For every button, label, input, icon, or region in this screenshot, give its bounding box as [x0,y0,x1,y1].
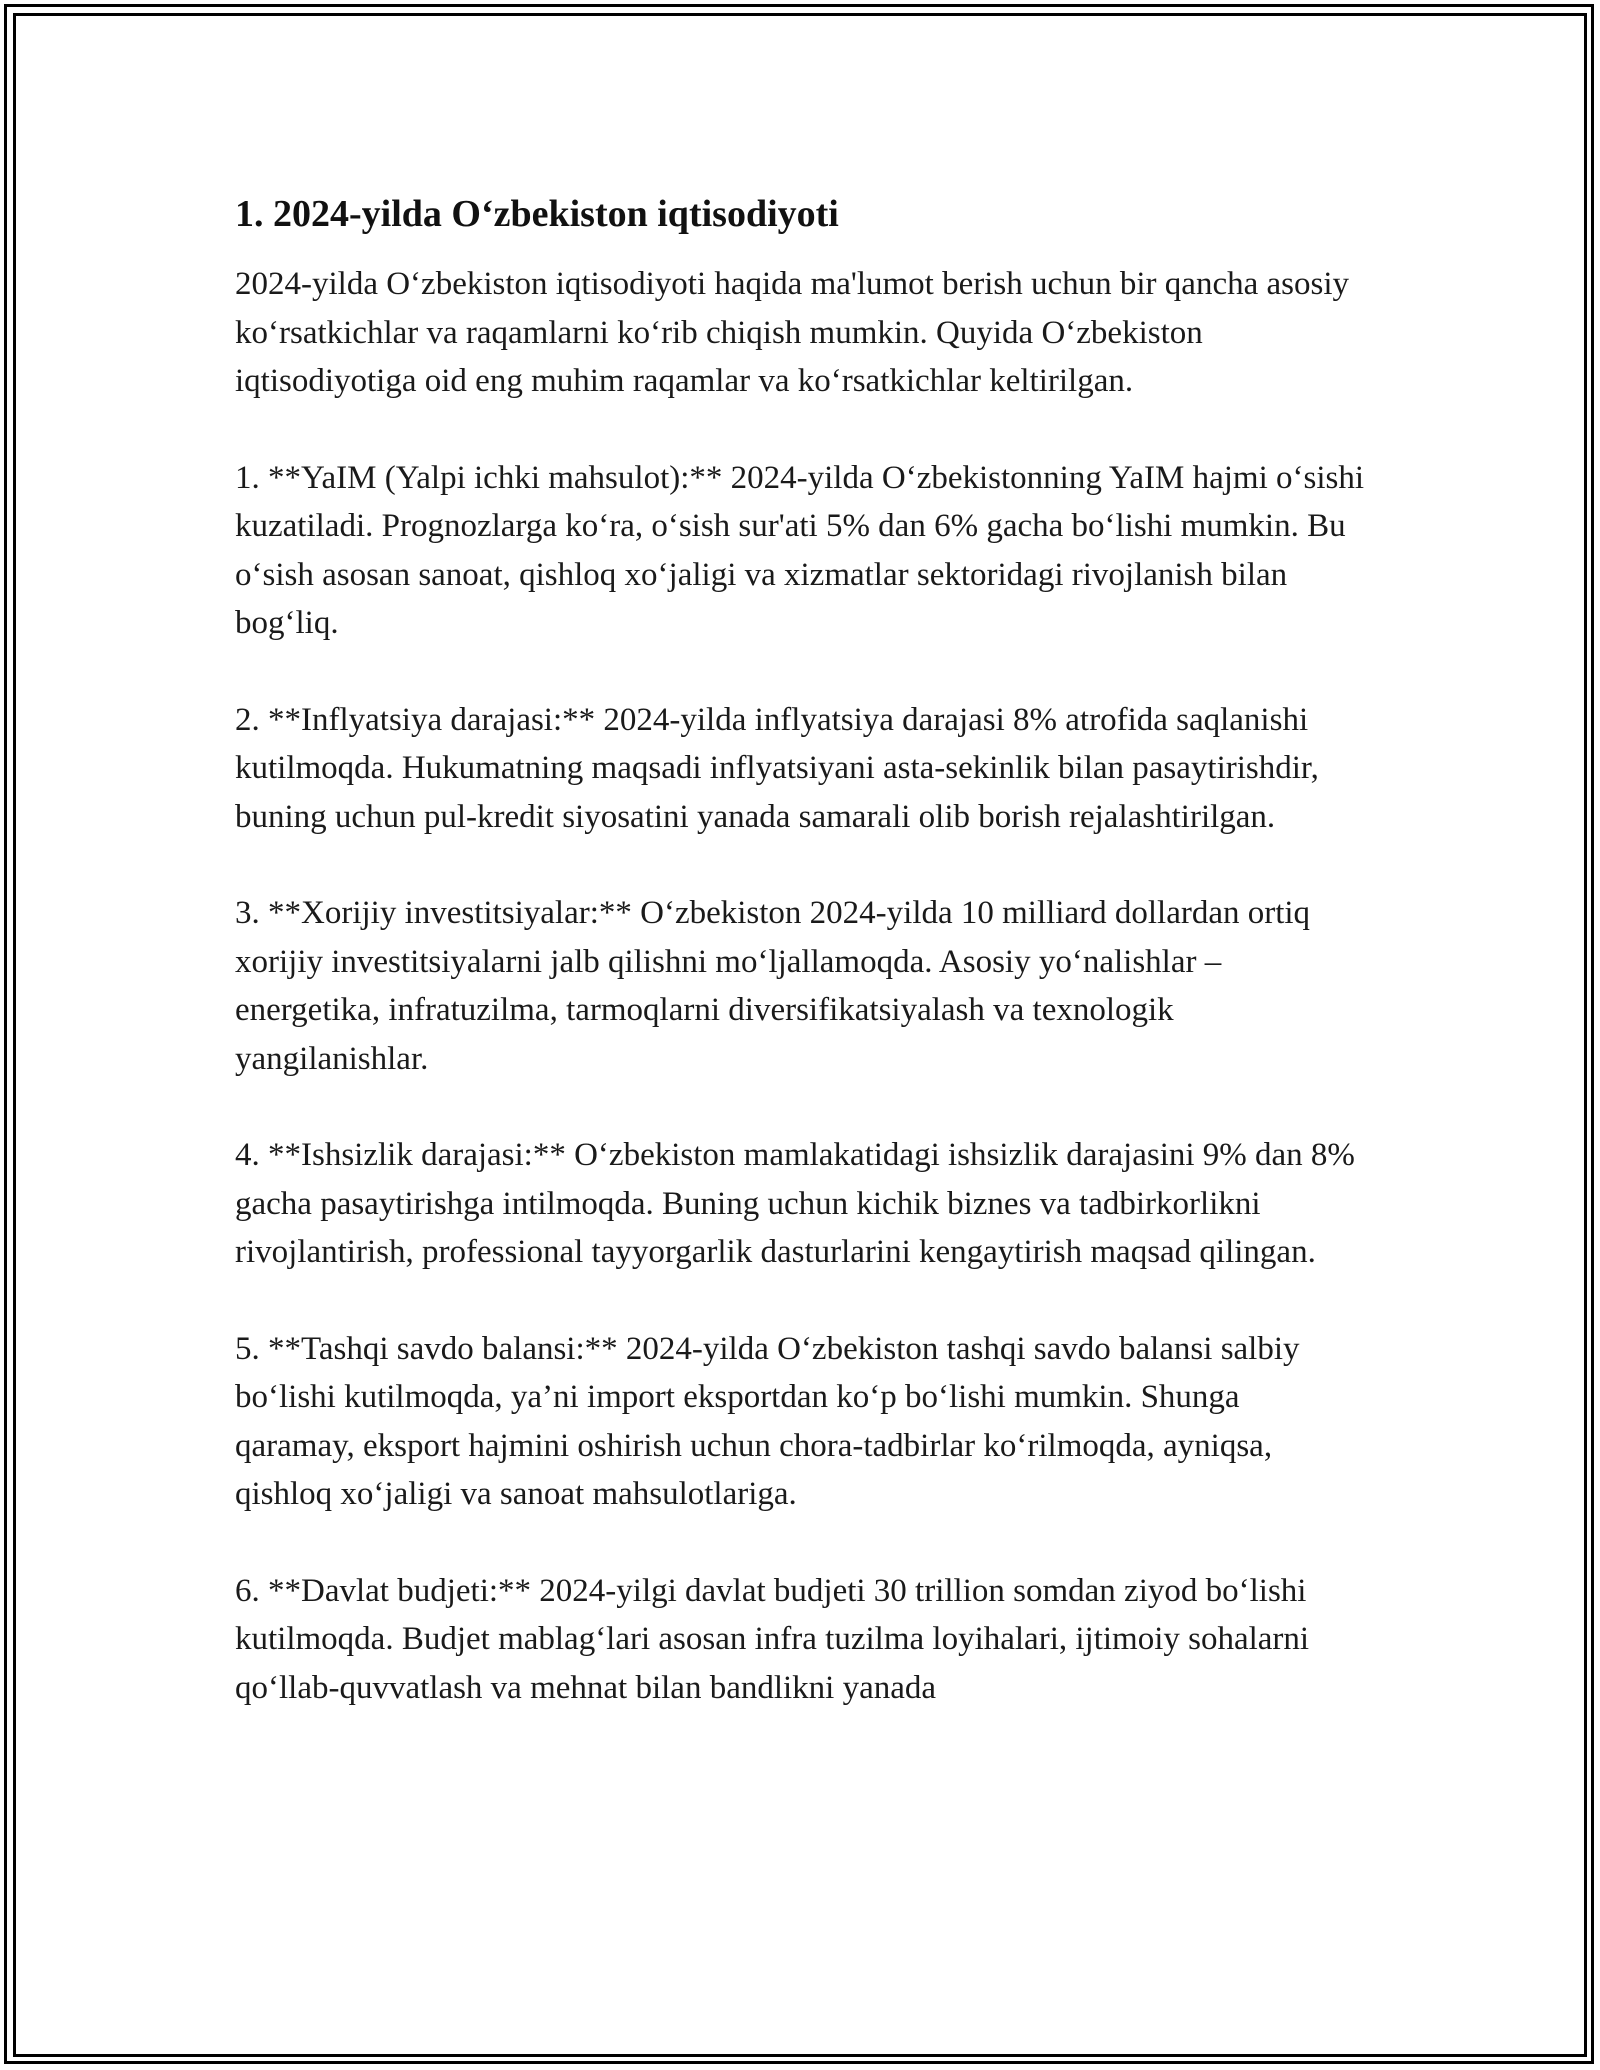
list-item-unemployment: 4. **Ishsizlik darajasi:** O‘zbekiston mamlakatidagi ishsizlik darajasini 9% dan 8% gacha pasaytirishga intilmoqda. Buning uchun kichik biznes va tadbirkorlikni rivojlantirish, professional tayyorgarlik dasturlarini kengaytirish maqsad qilingan. [235,1137,1355,1270]
list-item-gdp: 1. **YaIM (Yalpi ichki mahsulot):** 2024-yilda O‘zbekistonning YaIM hajmi o‘sishi kuzatiladi. Prognozlarga ko‘ra, o‘sish sur'ati 5% dan 6% gacha bo‘lishi mumkin. Bu o‘sish asosan sanoat, qishloq xo‘jaligi va xizmatlar sektoridagi rivojlanish bilan bog‘liq. [235,459,1365,641]
list-item-inflation: 2. **Inflyatsiya darajasi:** 2024-yilda inflyatsiya darajasi 8% atrofida saqlanishi kutilmoqda. Hukumatning maqsadi inflyatsiyani asta-sekinlik bilan pasaytirishdir, buning uchun pul-kredit siyosatini yanada samarali olib borish rejalashtirilgan. [235,701,1319,835]
intro-paragraph: 2024-yilda O‘zbekiston iqtisodiyoti haqida ma'lumot berish uchun bir qancha asosiy ko‘rsatkichlar va raqamlarni ko‘rib chiqish mumkin. Quyida O‘zbekiston iqtisodiyotiga oid eng muhim raqamlar va ko‘rsatkichlar keltirilgan. [235,266,1349,399]
document-title: 1. 2024-yilda O‘zbekiston iqtisodiyoti [235,193,839,235]
list-item-foreign-investment: 3. **Xorijiy investitsiyalar:** O‘zbekiston 2024-yilda 10 milliard dollardan ortiq xorijiy investitsiyalarni jalb qilishni mo‘ljallamoqda. Asosiy yo‘nalishlar – energetika, infratuzilma, tarmoqlarni diversifikatsiyalash va texnologik yangilanishlar. [235,895,1311,1077]
document-body [235,188,1365,1760]
list-item-trade-balance: 5. **Tashqi savdo balansi:** 2024-yilda O‘zbekiston tashqi savdo balansi salbiy bo‘lishi kutilmoqda, ya’ni import eksportdan ko‘p bo‘lishi mumkin. Shunga qaramay, eksport hajmini oshirish uchun chora-tadbirlar ko‘rilmoqda, ayniqsa, qishloq xo‘jaligi va sanoat mahsulotlariga. [235,1330,1300,1512]
list-item-state-budget: 6. **Davlat budjeti:** 2024-yilgi davlat budjeti 30 trillion somdan ziyod bo‘lishi kutilmoqda. Budjet mablag‘lari asosan infra tuzilma loyihalari, ijtimoiy sohalarni qo‘llab-quvvatlash va mehnat bilan bandlikni yanada [235,1572,1310,1706]
